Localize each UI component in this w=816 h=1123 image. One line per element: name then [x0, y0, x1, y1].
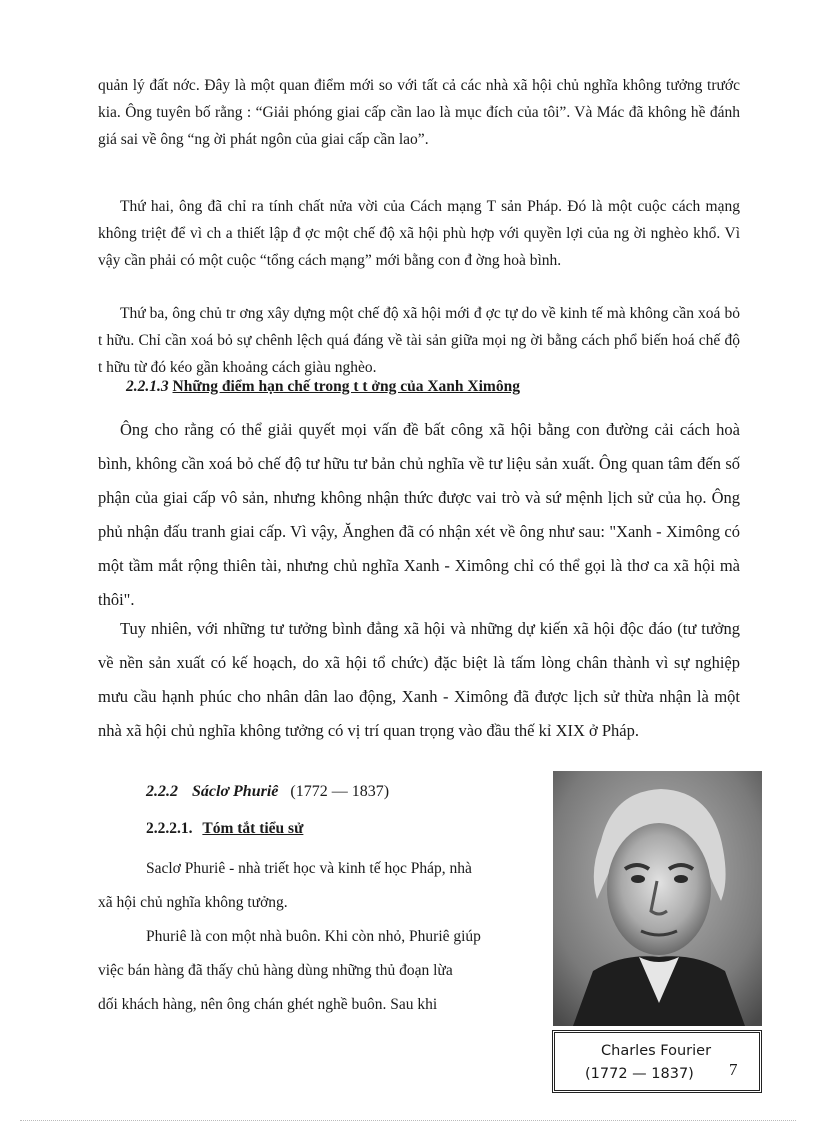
paragraph-third-point: Thứ ba, ông chủ tr ơng xây dựng một chế độ xã hội mới đ ợc tự do về kinh tế mà không cần xoá bỏ t hữu. Chỉ cần xoá bỏ sự chênh lệch quá đáng về tài sản giữa mọi ng ời bằng cách phổ biến hoá chế độ t hữu từ đó kéo gần khoảng cách giàu nghèo. — [98, 305, 740, 376]
text-line: Saclơ Phuriê - nhà triết học và kinh tế học Pháp, nhà — [146, 860, 472, 877]
section-number: 2.2.2 — [146, 783, 178, 800]
footer-divider — [20, 1120, 796, 1121]
paragraph-second-point: Thứ hai, ông đã chỉ ra tính chất nửa vời của Cách mạng T sản Pháp. Đó là một cuộc cách mạng không triệt để vì ch a thiết lập đ ợc một chế độ xã hội phù hợp với quyền lợi của ng ời nghèo khổ. Vì vậy cần phải có một cuộc “tổng cách mạng” mới bằng con đ ờng hoà bình. — [98, 198, 740, 269]
portrait-photo — [553, 771, 762, 1026]
caption-name: Charles Fourier — [601, 1043, 712, 1059]
text-line: dối khách hàng, nên ông chán ghét nghề buôn. Sau khi — [98, 996, 438, 1013]
paragraph-intro: quản lý đất nớc. Đây là một quan điểm mới so với tất cả các nhà xã hội chủ nghĩa không tưởng trước kia. Ông tuyên bố rằng : “Giải phóng giai cấp cần lao là mục đích của tôi”. Và Mác đã không hề đánh giá sai về ông “ng ời phát ngôn của giai cấp cần lao”. — [98, 77, 740, 148]
caption-years: (1772 — 1837) — [585, 1066, 694, 1082]
paragraph-bio-childhood — [98, 920, 554, 1022]
portrait-image — [553, 771, 762, 1026]
subsection-heading-biography — [146, 820, 303, 838]
subsection-title: Tóm tắt tiểu sử — [202, 820, 304, 837]
section-heading-fourier — [146, 783, 389, 801]
text-line: xã hội chủ nghĩa không tưởng. — [98, 894, 288, 911]
section-number: 2.2.1.3 — [126, 378, 169, 395]
text-line: Phuriê là con một nhà buôn. Khi còn nhỏ, Phuriê giúp — [146, 928, 481, 945]
person-years: (1772 — 1837) — [290, 783, 390, 800]
page-number: 7 — [729, 1060, 738, 1079]
subsection-number: 2.2.2.1. — [146, 820, 193, 837]
section-heading-limitations — [126, 378, 726, 396]
section-title: Những điểm hạn chế trong t t ởng của Xanh Ximông — [172, 378, 520, 395]
paragraph-bio-intro — [98, 852, 554, 920]
text-line: việc bán hàng đã thấy chủ hàng dùng những thủ đoạn lừa — [98, 962, 453, 979]
paragraph-however: Tuy nhiên, với những tư tưởng bình đẳng xã hội và những dự kiến xã hội độc đáo (tư tưởng về nền sản xuất có kế hoạch, do xã hội tổ chức) đặc biệt là tấm lòng chân thành vì sự nghiệp mưu cầu hạnh phúc cho nhân dân lao động, Xanh - Ximông đã được lịch sử thừa nhận là một nhà xã hội chủ nghĩa không tưởng có vị trí quan trọng vào đầu thế kỉ XIX ở Pháp. — [98, 619, 740, 740]
paragraph-limitations: Ông cho rằng có thể giải quyết mọi vấn đề bất công xã hội bằng con đường cải cách hoà bình, không cần xoá bỏ chế độ tư hữu tư bản chủ nghĩa về tư liệu sản xuất. Ông quan tâm đến số phận của giai cấp vô sản, nhưng không nhận thức được vai trò và sứ mệnh lịch sử của họ. Ông phủ nhận đấu tranh giai cấp. Vì vậy, Ănghen đã có nhận xét về ông như sau: "Xanh - Ximông có một tầm mắt rộng thiên tài, nhưng chủ nghĩa Xanh - Ximông chỉ có thể gọi là thơ ca xã hội mà thôi". — [98, 420, 740, 609]
person-name: Sáclơ Phuriê — [192, 783, 279, 800]
